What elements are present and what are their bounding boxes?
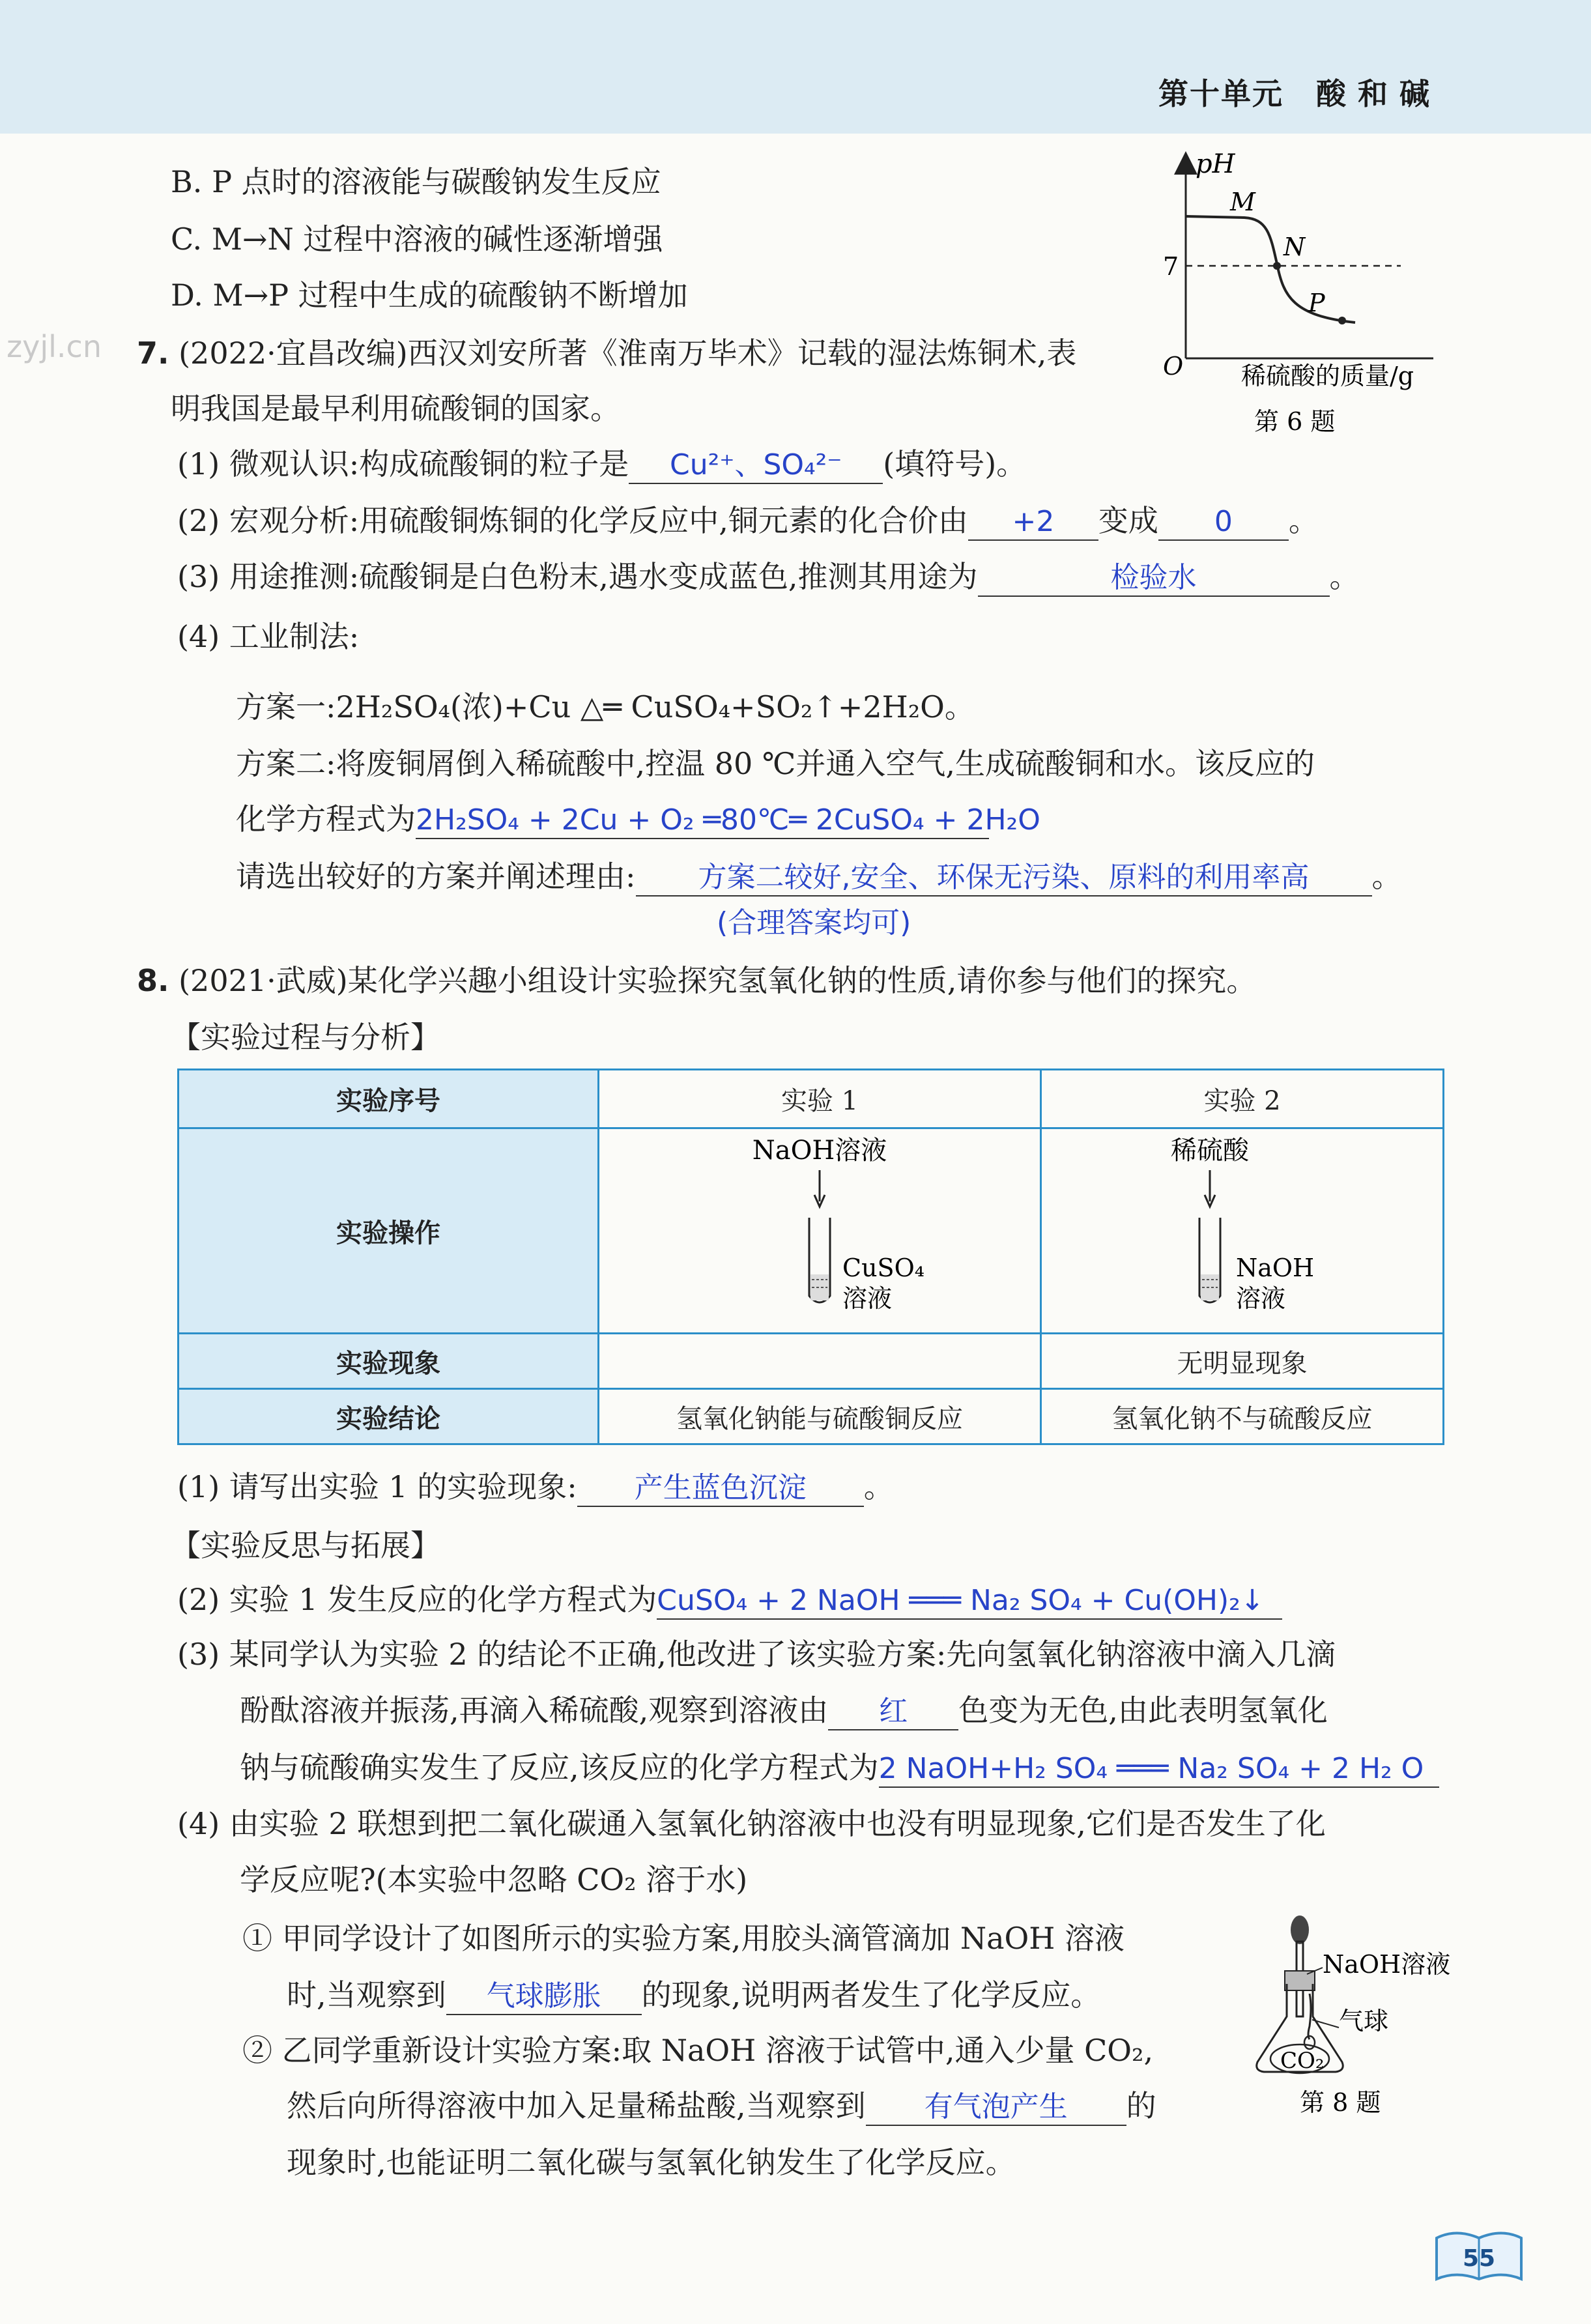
svg-text:溶液: 溶液 xyxy=(1235,1284,1285,1313)
q7-plan2-line2: 化学方程式为2H₂SO₄ + 2Cu + O₂ ═80℃═ 2CuSO₄ + 2H₂O xyxy=(236,801,989,839)
q8-sub1-line2: 时,当观察到 气球膨胀 的现象,说明两者发生了化学反应。 xyxy=(287,1977,1100,2015)
exp2-title: 实验 2 xyxy=(1041,1070,1444,1128)
experiment-table xyxy=(177,1069,1444,1445)
q7-plan2-line1: 方案二:将废铜屑倒入稀硫酸中,控温 80 ℃并通入空气,生成硫酸铜和水。该反应的 xyxy=(236,746,1315,781)
q7-part3: (3) 用途推测:硫酸铜是白色粉末,遇水变成蓝色,推测其用途为 检验水 。 xyxy=(177,559,1360,597)
exp1-title: 实验 1 xyxy=(599,1070,1041,1128)
page-number-badge xyxy=(1430,2228,1528,2287)
origin-label: O xyxy=(1163,352,1184,380)
x-axis-label: 稀硫酸的质量/g xyxy=(1241,362,1414,390)
q7-p2-answer2: 0 xyxy=(1158,505,1289,541)
q6-ph-figure xyxy=(1147,150,1453,450)
header-band xyxy=(0,0,1591,134)
exp1-operation xyxy=(599,1128,1041,1334)
exp2-tube-diagram xyxy=(1112,1130,1373,1325)
svg-text:NaOH溶液: NaOH溶液 xyxy=(752,1136,887,1166)
q8-part2: (2) 实验 1 发生反应的化学方程式为CuSO₄ + 2 NaOH ═══ Na₂ SO₄ + Cu(OH)₂↓ xyxy=(177,1582,1282,1620)
q7-stem-line2: 明我国是最早利用硫酸铜的国家。 xyxy=(171,391,620,426)
svg-text:NaOH: NaOH xyxy=(1235,1254,1314,1282)
q7-plan1: 方案一:2H₂SO₄(浓)+Cu △═ CuSO₄+SO₂↑+2H₂O。 xyxy=(236,689,975,724)
q8-s2-answer: 有气泡产生 xyxy=(866,2090,1126,2126)
q8-part4-line1: (4) 由实验 2 联想到把二氧化碳通入氢氧化钠溶液中也没有明显现象,它们是否发生了化 xyxy=(177,1806,1326,1841)
q7-part4: (4) 工业制法: xyxy=(177,619,360,654)
svg-text:第 8 题: 第 8 题 xyxy=(1300,2088,1381,2117)
q8-section2: 【实验反思与拓展】 xyxy=(171,1528,440,1563)
svg-text:55: 55 xyxy=(1462,2245,1496,2272)
q8-stem: 8. (2021·武威)某化学兴趣小组设计实验探究氢氧化钠的性质,请你参与他们的探究。 xyxy=(137,963,1257,998)
point-m-label: M xyxy=(1230,188,1255,216)
svg-text:稀硫酸: 稀硫酸 xyxy=(1170,1136,1249,1166)
q7-part1: (1) 微观认识:构成硫酸铜的粒子是 Cu²⁺、SO₄²⁻ (填符号)。 xyxy=(177,446,1026,484)
q7-p1-answer: Cu²⁺、SO₄²⁻ xyxy=(629,448,883,484)
q6-option-d: D. M→P 过程中生成的硫酸钠不断增加 xyxy=(171,278,688,313)
q8-part4-line2: 学反应呢?(本实验中忽略 CO₂ 溶于水) xyxy=(240,1862,748,1897)
q8-s1-answer: 气球膨胀 xyxy=(446,1979,642,2015)
row-head-operation: 实验操作 xyxy=(179,1128,599,1334)
figure-6-caption: 第 6 题 xyxy=(1254,407,1336,436)
q8-sub1-line1: ① 甲同学设计了如图所示的实验方案,用胶头滴管滴加 NaOH 溶液 xyxy=(242,1921,1125,1956)
svg-text:CO₂: CO₂ xyxy=(1280,2048,1325,2074)
svg-text:CuSO₄: CuSO₄ xyxy=(842,1254,924,1282)
q8-part3-line3: 钠与硫酸确实发生了反应,该反应的化学方程式为2 NaOH+H₂ SO₄ ═══ Na₂ SO₄ + 2 H₂ O xyxy=(240,1750,1439,1788)
q8-p3-answer1: 红 xyxy=(828,1695,958,1730)
q7-plan2-answer: 2H₂SO₄ + 2Cu + O₂ ═80℃═ 2CuSO₄ + 2H₂O xyxy=(416,803,989,839)
q8-part1: (1) 请写出实验 1 的实验现象: 产生蓝色沉淀 。 xyxy=(177,1469,894,1507)
unit-title: 第十单元 xyxy=(1158,76,1283,111)
ph-axis-label: pH xyxy=(1196,150,1235,179)
exp2-operation xyxy=(1041,1128,1444,1334)
svg-text:NaOH溶液: NaOH溶液 xyxy=(1323,1950,1451,1979)
q7-choose-answer: 方案二较好,安全、环保无污染、原料的利用率高 xyxy=(636,861,1372,897)
point-p-label: P xyxy=(1308,289,1325,317)
q8-p2-answer: CuSO₄ + 2 NaOH ═══ Na₂ SO₄ + Cu(OH)₂↓ xyxy=(657,1584,1282,1620)
q8-p3-answer2: 2 NaOH+H₂ SO₄ ═══ Na₂ SO₄ + 2 H₂ O xyxy=(879,1752,1439,1788)
exp1-tube-diagram xyxy=(689,1130,950,1325)
q8-part3-line1: (3) 某同学认为实验 2 的结论不正确,他改进了该实验方案:先向氢氧化钠溶液中滴入几滴 xyxy=(177,1637,1336,1672)
q7-choose: 请选出较好的方案并阐述理由: 方案二较好,安全、环保无污染、原料的利用率高 。 xyxy=(236,859,1402,897)
q8-section1: 【实验过程与分析】 xyxy=(171,1020,440,1055)
q8-part3-line2: 酚酞溶液并振荡,再滴入稀硫酸,观察到溶液由 红 色变为无色,由此表明氢氧化 xyxy=(240,1693,1328,1730)
row-head-conclusion: 实验结论 xyxy=(179,1389,599,1444)
q6-option-b: B. P 点时的溶液能与碳酸钠发生反应 xyxy=(171,164,661,199)
exp2-phenomenon: 无明显现象 xyxy=(1041,1334,1444,1389)
q7-p2-answer1: +2 xyxy=(968,505,1098,541)
q8-sub2-line2: 然后向所得溶液中加入足量稀盐酸,当观察到 有气泡产生 的 xyxy=(287,2088,1156,2126)
svg-text:气球: 气球 xyxy=(1339,2007,1389,2035)
point-n-label: N xyxy=(1283,233,1306,261)
svg-text:溶液: 溶液 xyxy=(842,1284,893,1313)
table-row xyxy=(179,1128,1444,1334)
q7-stem-line1: 7. (2022·宜昌改编)西汉刘安所著《淮南万毕术》记载的湿法炼铜术,表 xyxy=(137,336,1077,371)
q8-sub2-line1: ② 乙同学重新设计实验方案:取 NaOH 溶液于试管中,通入少量 CO₂, xyxy=(242,2033,1154,2068)
q7-p3-answer: 检验水 xyxy=(978,561,1330,597)
ph-7-tick: 7 xyxy=(1163,252,1179,281)
q7-part2: (2) 宏观分析:用硫酸铜炼铜的化学反应中,铜元素的化合价由 +2 变成 0 。 xyxy=(177,503,1319,541)
unit-header xyxy=(1158,70,1441,113)
q8-sub2-line3: 现象时,也能证明二氧化碳与氢氧化钠发生了化学反应。 xyxy=(287,2145,1016,2180)
row-head-phenomenon: 实验现象 xyxy=(179,1334,599,1389)
q7-choose-note: (合理答案均可) xyxy=(717,906,911,940)
watermark: zyjl.cn xyxy=(7,329,102,364)
table-row xyxy=(179,1334,1444,1389)
exp1-conclusion: 氢氧化钠能与硫酸铜反应 xyxy=(599,1389,1041,1444)
exp1-phenomenon xyxy=(599,1334,1041,1389)
q8-p1-answer: 产生蓝色沉淀 xyxy=(577,1471,864,1507)
q6-option-c: C. M→N 过程中溶液的碱性逐渐增强 xyxy=(171,222,663,257)
table-row xyxy=(179,1070,1444,1128)
unit-topic: 酸和碱 xyxy=(1316,76,1441,111)
table-row xyxy=(179,1389,1444,1444)
exp2-conclusion: 氢氧化钠不与硫酸反应 xyxy=(1041,1389,1444,1444)
row-head-seq: 实验序号 xyxy=(179,1070,599,1128)
q8-flask-figure xyxy=(1244,1909,1479,2124)
